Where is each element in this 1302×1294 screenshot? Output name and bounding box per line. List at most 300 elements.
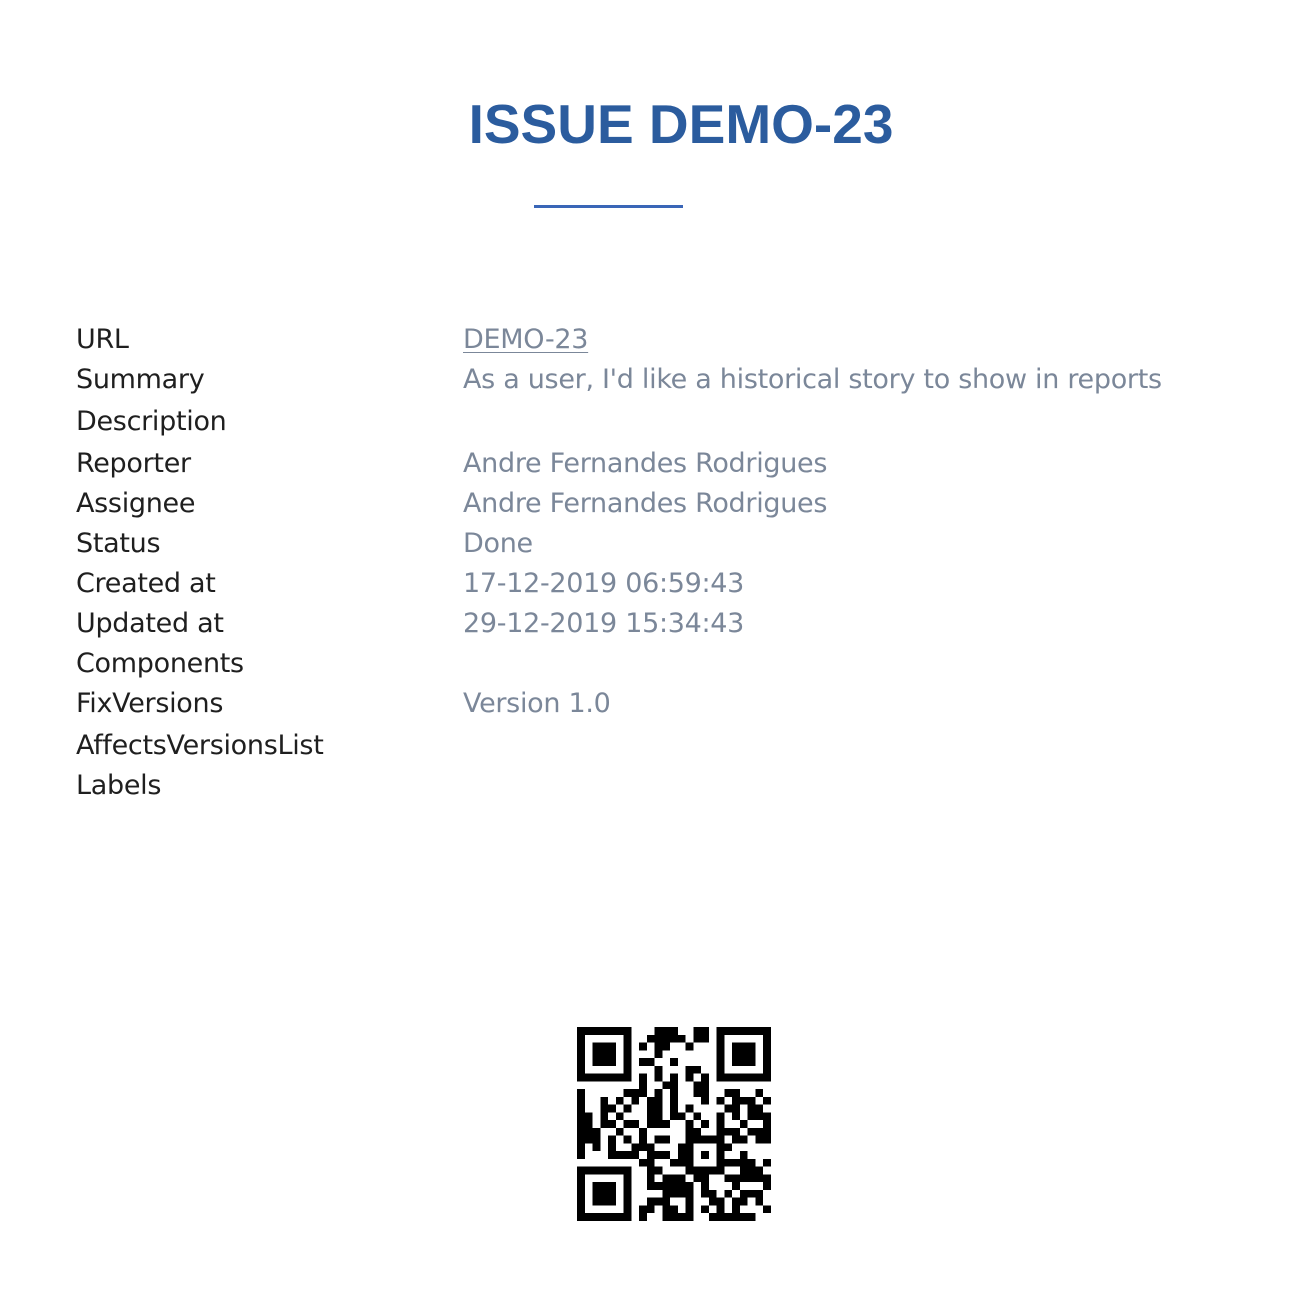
qr-module xyxy=(763,1035,771,1043)
qr-module xyxy=(577,1097,585,1105)
qr-module xyxy=(732,1182,740,1190)
qr-module xyxy=(600,1105,608,1113)
qr-module xyxy=(655,1074,663,1082)
qr-module xyxy=(763,1159,771,1167)
qr-module xyxy=(624,1205,632,1213)
qr-module xyxy=(593,1058,601,1066)
qr-module xyxy=(647,1205,655,1213)
qr-module xyxy=(717,1128,725,1136)
qr-module xyxy=(693,1128,701,1136)
qr-module xyxy=(624,1050,632,1058)
qr-module xyxy=(724,1027,732,1035)
qr-module xyxy=(717,1159,725,1167)
qr-module xyxy=(577,1043,585,1051)
qr-module xyxy=(655,1043,663,1051)
qr-module xyxy=(732,1213,740,1221)
qr-module xyxy=(670,1174,678,1182)
field-row-components xyxy=(76,644,1276,684)
qr-module xyxy=(755,1089,763,1097)
qr-module xyxy=(585,1112,593,1120)
qr-module xyxy=(693,1167,701,1175)
qr-code-icon xyxy=(577,1027,771,1221)
qr-module xyxy=(647,1058,655,1066)
qr-module xyxy=(577,1128,585,1136)
qr-module xyxy=(624,1213,632,1221)
qr-module xyxy=(655,1151,663,1159)
qr-module xyxy=(732,1174,740,1182)
qr-module xyxy=(686,1105,694,1113)
qr-module xyxy=(662,1190,670,1198)
field-label: Labels xyxy=(76,770,162,801)
qr-module xyxy=(655,1035,663,1043)
qr-module xyxy=(709,1190,717,1198)
qr-module xyxy=(686,1120,694,1128)
qr-module xyxy=(655,1112,663,1120)
qr-module xyxy=(755,1167,763,1175)
field-label: Updated at xyxy=(76,608,224,639)
qr-module xyxy=(701,1035,709,1043)
qr-module xyxy=(639,1159,647,1167)
qr-module xyxy=(717,1066,725,1074)
qr-module xyxy=(670,1213,678,1221)
qr-module xyxy=(709,1136,717,1144)
qr-module xyxy=(701,1167,709,1175)
qr-module xyxy=(732,1105,740,1113)
field-label: FixVersions xyxy=(76,688,224,719)
qr-module xyxy=(763,1050,771,1058)
qr-module xyxy=(724,1143,732,1151)
qr-module xyxy=(701,1182,709,1190)
field-value: As a user, I'd like a historical story to show in reports xyxy=(463,364,1162,395)
qr-module xyxy=(740,1198,748,1206)
qr-module xyxy=(717,1074,725,1082)
qr-module xyxy=(763,1205,771,1213)
qr-module xyxy=(693,1089,701,1097)
qr-module xyxy=(577,1136,585,1144)
qr-module xyxy=(600,1120,608,1128)
field-row-updated-at xyxy=(76,604,1276,644)
qr-module xyxy=(693,1174,701,1182)
qr-module xyxy=(608,1190,616,1198)
qr-module xyxy=(631,1089,639,1097)
qr-module xyxy=(577,1151,585,1159)
qr-module xyxy=(748,1097,756,1105)
qr-module xyxy=(670,1182,678,1190)
qr-module xyxy=(624,1043,632,1051)
qr-module xyxy=(577,1050,585,1058)
qr-module xyxy=(755,1128,763,1136)
field-row-status xyxy=(76,524,1276,564)
field-label: Status xyxy=(76,528,161,559)
qr-module xyxy=(717,1205,725,1213)
qr-module xyxy=(748,1213,756,1221)
qr-module xyxy=(639,1205,647,1213)
qr-module xyxy=(717,1058,725,1066)
qr-module xyxy=(593,1198,601,1206)
qr-module xyxy=(717,1027,725,1035)
qr-module xyxy=(717,1035,725,1043)
qr-module xyxy=(577,1058,585,1066)
qr-module xyxy=(763,1074,771,1082)
qr-module xyxy=(577,1213,585,1221)
qr-module xyxy=(740,1074,748,1082)
qr-module xyxy=(624,1066,632,1074)
field-label: URL xyxy=(76,324,129,355)
qr-module xyxy=(600,1198,608,1206)
qr-module xyxy=(608,1136,616,1144)
qr-module xyxy=(593,1143,601,1151)
qr-module xyxy=(686,1159,694,1167)
qr-module xyxy=(647,1174,655,1182)
field-row-reporter xyxy=(76,444,1276,484)
qr-module xyxy=(608,1058,616,1066)
qr-module xyxy=(577,1035,585,1043)
qr-module xyxy=(755,1074,763,1082)
qr-module xyxy=(639,1043,647,1051)
qr-module xyxy=(662,1205,670,1213)
qr-module xyxy=(662,1174,670,1182)
qr-module xyxy=(624,1089,632,1097)
qr-module xyxy=(678,1174,686,1182)
field-row-created-at xyxy=(76,564,1276,604)
qr-module xyxy=(732,1159,740,1167)
qr-module xyxy=(585,1074,593,1082)
qr-module xyxy=(740,1151,748,1159)
qr-module xyxy=(624,1136,632,1144)
qr-module xyxy=(740,1043,748,1051)
qr-module xyxy=(755,1105,763,1113)
qr-module xyxy=(686,1043,694,1051)
qr-module xyxy=(577,1174,585,1182)
qr-module xyxy=(709,1213,717,1221)
qr-module xyxy=(593,1074,601,1082)
qr-module xyxy=(624,1174,632,1182)
qr-module xyxy=(701,1081,709,1089)
qr-module xyxy=(732,1136,740,1144)
qr-module xyxy=(600,1097,608,1105)
qr-module xyxy=(732,1097,740,1105)
qr-module xyxy=(717,1043,725,1051)
qr-module xyxy=(670,1105,678,1113)
qr-module xyxy=(693,1027,701,1035)
qr-module xyxy=(600,1050,608,1058)
qr-module xyxy=(693,1112,701,1120)
qr-module xyxy=(755,1027,763,1035)
qr-module xyxy=(616,1027,624,1035)
qr-module xyxy=(647,1167,655,1175)
field-value: 17-12-2019 06:59:43 xyxy=(463,568,745,599)
field-row-assignee xyxy=(76,484,1276,524)
qr-module xyxy=(662,1213,670,1221)
qr-module xyxy=(608,1167,616,1175)
qr-module xyxy=(693,1136,701,1144)
qr-module xyxy=(639,1136,647,1144)
field-label: Summary xyxy=(76,364,205,395)
title-underline xyxy=(534,205,683,208)
qr-module xyxy=(624,1198,632,1206)
qr-module xyxy=(763,1043,771,1051)
qr-module xyxy=(724,1190,732,1198)
qr-module xyxy=(740,1050,748,1058)
qr-module xyxy=(631,1151,639,1159)
qr-module xyxy=(585,1167,593,1175)
qr-module xyxy=(748,1050,756,1058)
qr-module xyxy=(631,1120,639,1128)
qr-module xyxy=(662,1081,670,1089)
qr-module xyxy=(755,1136,763,1144)
qr-module xyxy=(593,1128,601,1136)
qr-module xyxy=(624,1190,632,1198)
qr-module xyxy=(608,1050,616,1058)
qr-module xyxy=(647,1112,655,1120)
qr-module xyxy=(724,1128,732,1136)
qr-module xyxy=(686,1128,694,1136)
qr-module xyxy=(763,1136,771,1144)
qr-module xyxy=(740,1097,748,1105)
qr-module xyxy=(655,1105,663,1113)
qr-module xyxy=(670,1081,678,1089)
qr-module xyxy=(593,1043,601,1051)
qr-module xyxy=(608,1198,616,1206)
qr-module xyxy=(647,1143,655,1151)
qr-module xyxy=(624,1167,632,1175)
field-row-labels xyxy=(76,766,1276,806)
qr-module xyxy=(686,1190,694,1198)
qr-module xyxy=(670,1112,678,1120)
qr-module xyxy=(701,1089,709,1097)
qr-module xyxy=(593,1190,601,1198)
qr-module xyxy=(717,1050,725,1058)
field-label: AffectsVersionsList xyxy=(76,730,324,761)
qr-module xyxy=(639,1058,647,1066)
qr-module xyxy=(577,1105,585,1113)
qr-module xyxy=(639,1081,647,1089)
qr-module xyxy=(655,1182,663,1190)
qr-module xyxy=(732,1089,740,1097)
qr-module xyxy=(732,1074,740,1082)
qr-module xyxy=(662,1198,670,1206)
qr-module xyxy=(600,1182,608,1190)
qr-module xyxy=(600,1112,608,1120)
qr-module xyxy=(593,1213,601,1221)
qr-module xyxy=(585,1027,593,1035)
qr-module xyxy=(600,1167,608,1175)
qr-module xyxy=(600,1190,608,1198)
qr-module xyxy=(624,1182,632,1190)
qr-module xyxy=(631,1097,639,1105)
qr-module xyxy=(717,1198,725,1206)
qr-module xyxy=(748,1167,756,1175)
qr-module xyxy=(608,1151,616,1159)
qr-module xyxy=(748,1058,756,1066)
qr-module xyxy=(624,1105,632,1113)
qr-module xyxy=(740,1159,748,1167)
qr-module xyxy=(670,1190,678,1198)
qr-module xyxy=(755,1112,763,1120)
qr-module xyxy=(748,1043,756,1051)
qr-module xyxy=(740,1120,748,1128)
qr-module xyxy=(732,1058,740,1066)
qr-module xyxy=(647,1105,655,1113)
qr-module xyxy=(600,1027,608,1035)
qr-module xyxy=(686,1182,694,1190)
qr-module xyxy=(717,1112,725,1120)
qr-module xyxy=(577,1143,585,1151)
qr-module xyxy=(593,1167,601,1175)
qr-module xyxy=(686,1198,694,1206)
field-row-summary xyxy=(76,360,1276,402)
qr-module xyxy=(763,1112,771,1120)
qr-module xyxy=(693,1066,701,1074)
document-title: ISSUE DEMO-23 xyxy=(468,93,894,155)
qr-module xyxy=(701,1190,709,1198)
qr-module xyxy=(724,1174,732,1182)
qr-module xyxy=(724,1105,732,1113)
qr-module xyxy=(678,1151,686,1159)
qr-module xyxy=(678,1112,686,1120)
qr-module xyxy=(608,1120,616,1128)
qr-module xyxy=(717,1213,725,1221)
qr-module xyxy=(686,1143,694,1151)
qr-module xyxy=(647,1097,655,1105)
qr-module xyxy=(732,1205,740,1213)
qr-module xyxy=(686,1167,694,1175)
qr-module xyxy=(732,1198,740,1206)
issue-url-link[interactable]: DEMO-23 xyxy=(463,324,589,355)
qr-module xyxy=(748,1074,756,1082)
qr-module xyxy=(639,1074,647,1082)
qr-module xyxy=(662,1120,670,1128)
qr-module xyxy=(577,1205,585,1213)
qr-module xyxy=(655,1050,663,1058)
field-value: Version 1.0 xyxy=(463,688,611,719)
qr-module xyxy=(639,1128,647,1136)
qr-module xyxy=(624,1058,632,1066)
qr-module xyxy=(748,1174,756,1182)
qr-module xyxy=(701,1136,709,1144)
qr-module xyxy=(740,1027,748,1035)
qr-module xyxy=(662,1136,670,1144)
qr-module xyxy=(600,1058,608,1066)
qr-module xyxy=(631,1143,639,1151)
qr-module xyxy=(655,1136,663,1144)
qr-module xyxy=(724,1074,732,1082)
qr-module xyxy=(670,1027,678,1035)
qr-module xyxy=(639,1213,647,1221)
qr-module xyxy=(577,1112,585,1120)
qr-module xyxy=(608,1105,616,1113)
qr-module xyxy=(748,1027,756,1035)
qr-module xyxy=(732,1027,740,1035)
qr-module xyxy=(647,1198,655,1206)
qr-module xyxy=(577,1167,585,1175)
qr-module xyxy=(616,1213,624,1221)
qr-module xyxy=(732,1128,740,1136)
field-value: Done xyxy=(463,528,533,559)
qr-module xyxy=(600,1074,608,1082)
qr-module xyxy=(585,1136,593,1144)
qr-module xyxy=(740,1058,748,1066)
qr-module xyxy=(732,1112,740,1120)
qr-module xyxy=(717,1097,725,1105)
qr-module xyxy=(717,1167,725,1175)
qr-module xyxy=(608,1074,616,1082)
qr-module xyxy=(755,1190,763,1198)
qr-module xyxy=(717,1143,725,1151)
qr-module xyxy=(655,1066,663,1074)
qr-module xyxy=(577,1120,585,1128)
qr-module xyxy=(670,1058,678,1066)
qr-module xyxy=(693,1035,701,1043)
qr-module xyxy=(748,1159,756,1167)
qr-module xyxy=(647,1035,655,1043)
qr-module xyxy=(577,1089,585,1097)
qr-module xyxy=(686,1205,694,1213)
field-row-affectsversionslist xyxy=(76,726,1276,766)
qr-module xyxy=(655,1198,663,1206)
qr-module xyxy=(670,1159,678,1167)
qr-module xyxy=(577,1027,585,1035)
qr-module xyxy=(763,1120,771,1128)
qr-module xyxy=(585,1120,593,1128)
field-label: Reporter xyxy=(76,448,191,479)
qr-module xyxy=(655,1027,663,1035)
qr-module xyxy=(647,1159,655,1167)
qr-module xyxy=(577,1190,585,1198)
qr-module xyxy=(624,1035,632,1043)
qr-module xyxy=(678,1159,686,1167)
qr-module xyxy=(686,1151,694,1159)
qr-module xyxy=(593,1027,601,1035)
qr-module xyxy=(678,1190,686,1198)
qr-module xyxy=(701,1120,709,1128)
qr-module xyxy=(755,1174,763,1182)
qr-module xyxy=(755,1198,763,1206)
issue-fields xyxy=(76,320,1276,806)
qr-module xyxy=(701,1074,709,1082)
qr-module xyxy=(724,1213,732,1221)
qr-module xyxy=(624,1120,632,1128)
qr-module xyxy=(686,1074,694,1082)
qr-module xyxy=(585,1128,593,1136)
qr-module xyxy=(709,1198,717,1206)
qr-module xyxy=(662,1043,670,1051)
qr-module xyxy=(647,1151,655,1159)
qr-module xyxy=(724,1159,732,1167)
qr-module xyxy=(763,1128,771,1136)
qr-module xyxy=(693,1081,701,1089)
qr-module xyxy=(608,1043,616,1051)
qr-module xyxy=(709,1167,717,1175)
qr-module xyxy=(678,1143,686,1151)
qr-module xyxy=(717,1120,725,1128)
qr-module xyxy=(593,1050,601,1058)
qr-module xyxy=(670,1205,678,1213)
qr-module xyxy=(608,1182,616,1190)
qr-module xyxy=(740,1190,748,1198)
field-label: Created at xyxy=(76,568,216,599)
qr-module xyxy=(655,1120,663,1128)
qr-module xyxy=(593,1136,601,1144)
qr-module xyxy=(678,1182,686,1190)
field-value: Andre Fernandes Rodrigues xyxy=(463,448,828,479)
qr-module xyxy=(732,1043,740,1051)
qr-module xyxy=(732,1050,740,1058)
qr-module xyxy=(655,1167,663,1175)
qr-module xyxy=(639,1089,647,1097)
field-value: 29-12-2019 15:34:43 xyxy=(463,608,745,639)
qr-module xyxy=(608,1027,616,1035)
